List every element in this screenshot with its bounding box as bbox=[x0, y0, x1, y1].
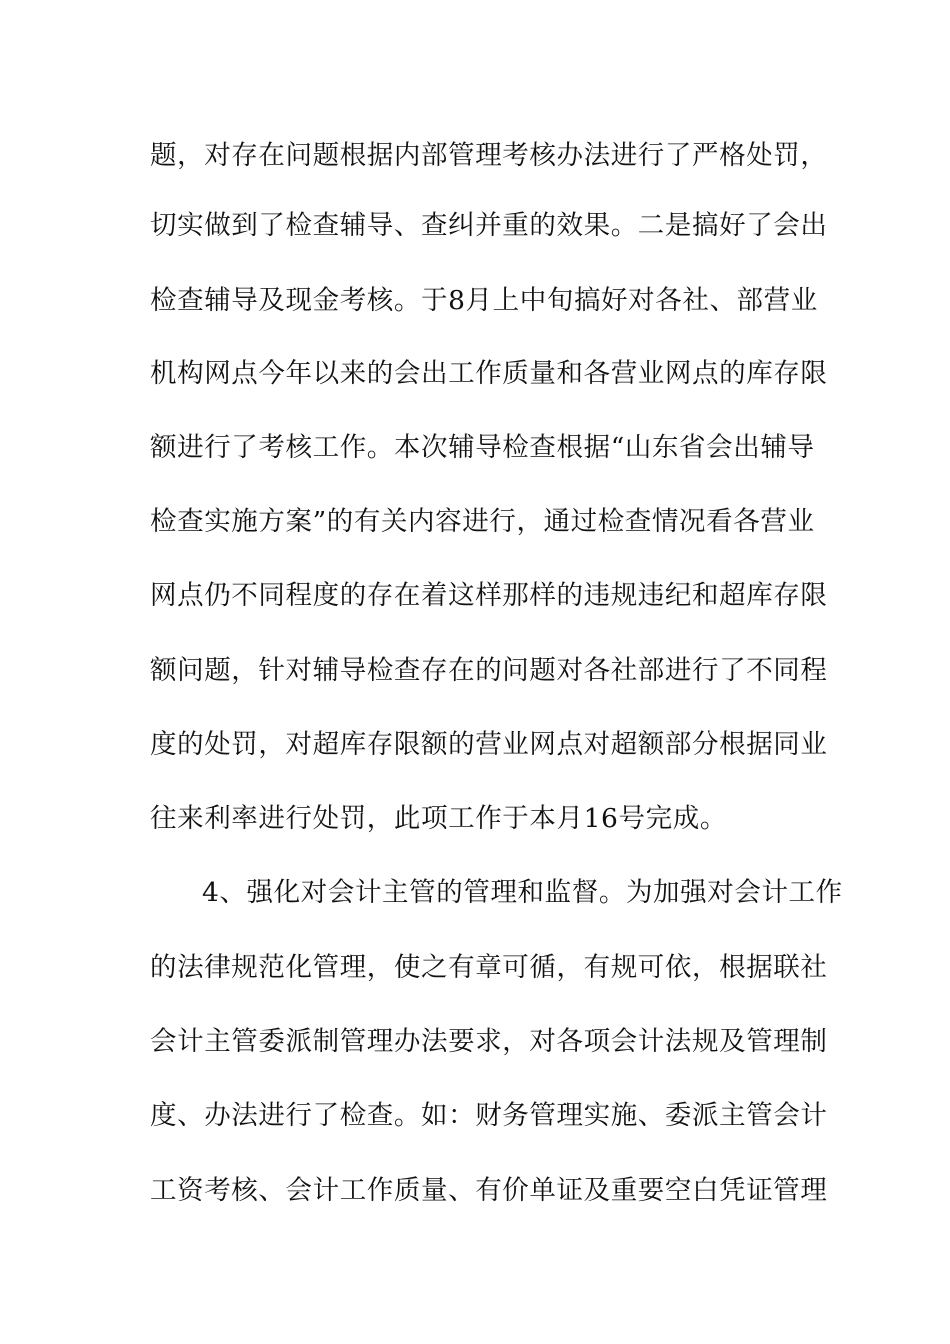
paragraph-line: 额进行了考核工作。本次辅导检查根据“山东省会出辅导 bbox=[150, 432, 815, 463]
paragraph-line: 切实做到了检查辅导、查纠并重的效果。二是搞好了会出 bbox=[150, 210, 828, 241]
paragraph-line: 度、办法进行了检查。如：财务管理实施、委派主管会计 bbox=[150, 1100, 828, 1131]
paragraph-line: 会计主管委派制管理办法要求，对各项会计法规及管理制 bbox=[150, 1026, 828, 1057]
paragraph-line-indented: 4、强化对会计主管的管理和监督。为加强对会计工作 bbox=[202, 877, 843, 908]
paragraph-line: 度的处罚，对超库存限额的营业网点对超额部分根据同业 bbox=[150, 729, 828, 760]
paragraph-line: 检查实施方案”的有关内容进行，通过检查情况看各营业 bbox=[150, 506, 815, 537]
paragraph-line: 往来利率进行处罚，此项工作于本月16号完成。 bbox=[150, 803, 727, 834]
paragraph-line: 网点仍不同程度的存在着这样那样的违规违纪和超库存限 bbox=[150, 580, 828, 611]
paragraph-line: 检查辅导及现金考核。于8月上中旬搞好对各社、部营业 bbox=[150, 285, 818, 316]
paragraph-line: 机构网点今年以来的会出工作质量和各营业网点的库存限 bbox=[150, 358, 828, 389]
paragraph-line: 额问题，针对辅导检查存在的问题对各社部进行了不同程 bbox=[150, 655, 828, 686]
paragraph-line: 的法律规范化管理，使之有章可循，有规可依，根据联社 bbox=[150, 952, 828, 983]
paragraph-line: 工资考核、会计工作质量、有价单证及重要空白凭证管理 bbox=[150, 1175, 828, 1206]
paragraph-line: 题，对存在问题根据内部管理考核办法进行了严格处罚， bbox=[150, 140, 828, 171]
